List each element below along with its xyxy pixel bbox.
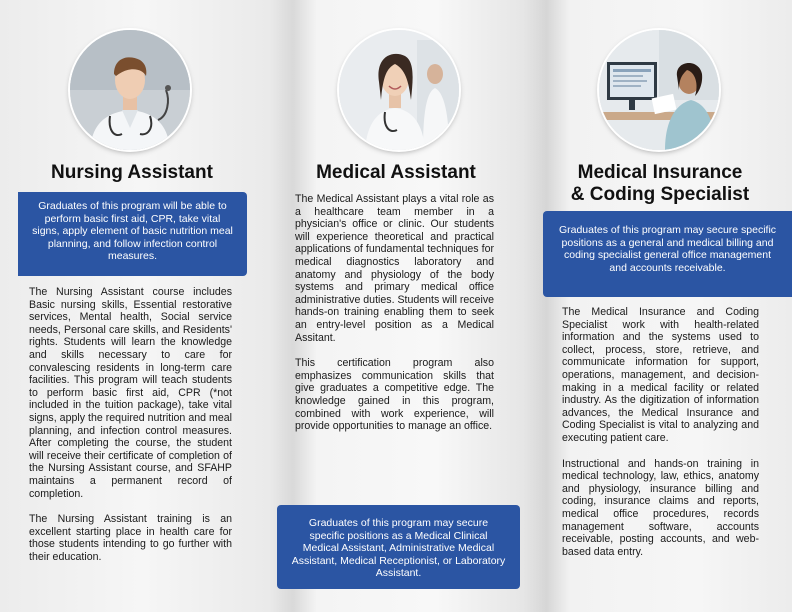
paragraph: The Nursing Assistant training is an excellent starting place in health care for those students intending to go further with their education. [29, 513, 232, 563]
column-nursing-assistant [0, 0, 264, 612]
outcomes-text: Graduates of this program will be able to perform basic first aid, CPR, take vital signs, apply element of basic nutrition meal planning, and follow infection control measures. [32, 200, 233, 262]
column-medical-assistant [264, 0, 528, 612]
description-text [562, 306, 759, 571]
outcomes-box [18, 192, 247, 276]
coding-specialist-image [599, 30, 719, 150]
outcomes-text: Graduates of this program may secure specific positions as a general and medical billing and coding specialist general office management and accounts receivable. [558, 224, 777, 274]
medical-assistant-image [339, 30, 459, 150]
page-title: Medical Assistant [316, 162, 476, 183]
page-title [528, 162, 792, 206]
outcomes-box [543, 211, 792, 297]
medical-assistant-photo [339, 30, 459, 150]
coding-specialist-photo [599, 30, 719, 150]
paragraph: The Medical Insurance and Coding Specialist work with health-related information and the systems used to collect, process, store, retrieve, and communicate information for support, operations, management, and decision-making in a medical facility or related industry. As the digitization of information advances, the Medical Insurance and Coding Specialist is vital to analyzing and executing patient care. [562, 306, 759, 444]
page-title-line: & Coding Specialist [570, 184, 750, 205]
nurse-student-photo [70, 30, 190, 150]
outcomes-text: Graduates of this program may secure specific positions as a Medical Clinical Medical Assistant, Administrative Medical Assistant, Medical Receptionist, or Laboratory Assistant. [291, 517, 506, 579]
paragraph: The Nursing Assistant course includes Basic nursing skills, Essential restorative services, Mental health, Social service needs, Personal care skills, and Residents' rights. Students will learn the knowledge and skills necessary to care for convalescing residents in long-term care facilities. This program will teach students to perform basic first aid, CPR (*not included in the tuition package), take vital signs, apply the required nutrition and meal planning, and infection control measures. After completing the course, the student will receive their certificate of completion of the Nursing Assistant course, and SFAHP maintains a permanent record of completion. [29, 286, 232, 500]
description-text [29, 286, 232, 576]
paragraph: Instructional and hands-on training in medical technology, law, ethics, anatomy and physiology, insurance billing and coding, insurance claims and reports, medical office procedures, records management software, accounts receivable, posting accounts, and web-based data entry. [562, 457, 759, 558]
column-coding-specialist [528, 0, 792, 612]
page-title-line: Medical Insurance [577, 162, 743, 183]
paragraph: This certification program also emphasizes communication skills that give graduates a competitive edge. The knowledge gained in this program, combined with work experience, will provide opportunities to manage an office. [295, 357, 494, 433]
outcomes-box [277, 505, 520, 589]
nurse-student-image [70, 30, 190, 150]
description-text [295, 193, 494, 446]
paragraph: The Medical Assistant plays a vital role as a healthcare team member in a physician's office or clinic. Our students will experience theoretical and practical applications of fundamental techniques for medical diagnostics laboratory and anatomy and physiology of the body systems and primary medical office administrative duties. Students will receive hands-on training enabling them to seek an entry-level position as a Medical Assitant. [295, 193, 495, 344]
page-title: Nursing Assistant [51, 162, 213, 183]
